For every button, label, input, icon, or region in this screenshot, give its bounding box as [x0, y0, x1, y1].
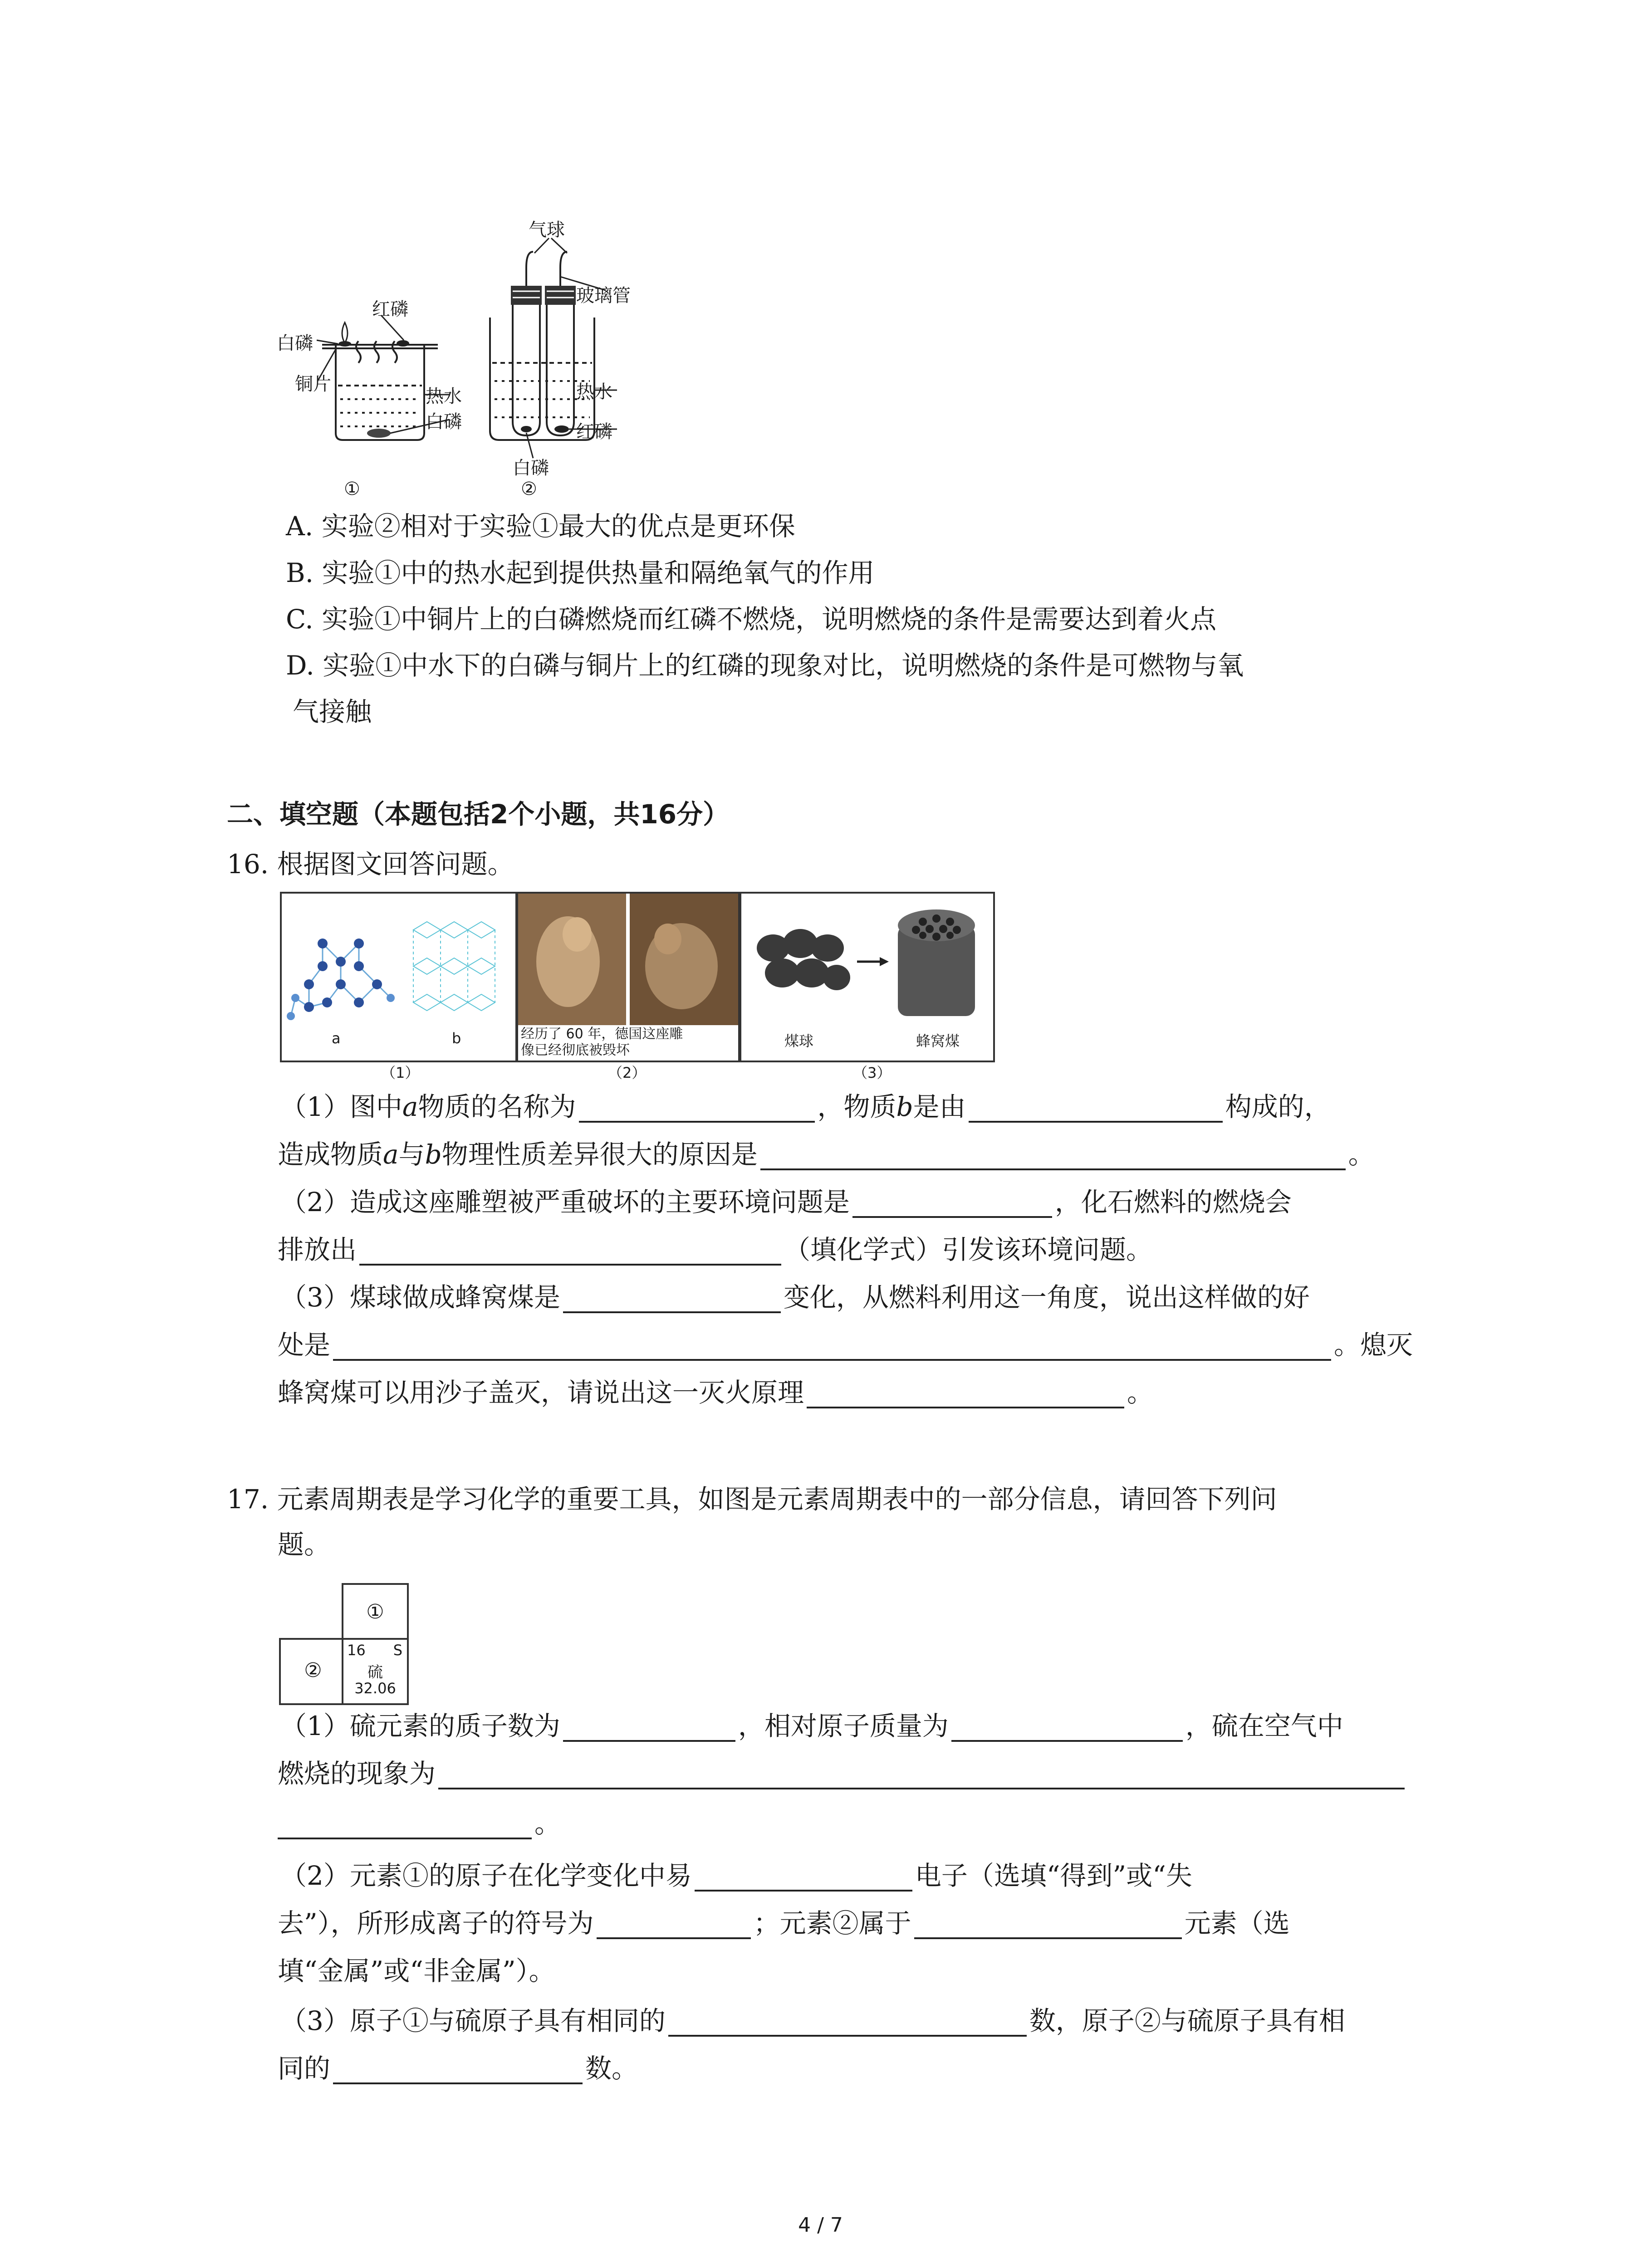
atomic-mass: 32.06 [354, 1680, 396, 1697]
blank-proton-number[interactable] [563, 1716, 735, 1742]
label-white-phosphorus-2: 白磷 [513, 458, 549, 479]
q16-p1-line1 [280, 1091, 1331, 1123]
element-cell-sulfur [342, 1638, 409, 1705]
label-white-phosphorus-water: 白磷 [426, 411, 462, 432]
label-red-phosphorus-2: 红磷 [576, 421, 612, 442]
q17-p2l2-text-c: 元素（选 [1184, 1908, 1290, 1939]
blank-env-problem[interactable] [852, 1193, 1052, 1218]
statue-caption-line2: 像已经彻底被毁坏 [521, 1042, 630, 1058]
element-symbol: S [393, 1642, 402, 1659]
option-a: A. 实验②相对于实验①最大的优点是更环保 [286, 511, 795, 542]
caption-2: （2） [608, 1064, 647, 1081]
blank-change-type[interactable] [563, 1288, 781, 1313]
option-b: B. 实验①中的热水起到提供热量和隔绝氧气的作用 [286, 557, 875, 588]
blank-property-reason[interactable] [760, 1145, 1346, 1170]
q17-p2-text-b: 电子（选填“得到”或“失 [915, 1860, 1192, 1891]
blank-extinguish-principle[interactable] [807, 1383, 1124, 1408]
q16-p2l2-text-a: 排放出 [278, 1234, 357, 1265]
statue-photos [518, 894, 738, 1025]
q16-p2-text-b: ，化石燃料的燃烧会 [1054, 1187, 1292, 1217]
label-honeycomb-coal: 蜂窝煤 [916, 1032, 960, 1050]
q16-p3l2-text-b: 。熄灭 [1334, 1330, 1413, 1360]
q17-p3l2-text-b: 数。 [585, 2053, 638, 2084]
q17-p1-line2 [278, 1758, 1407, 1789]
blank-combustion-phenomenon-cont[interactable] [278, 1814, 532, 1839]
q16-p3-line1 [280, 1281, 1310, 1313]
q17-p3-text-b: 数，原子②与硫原子具有相 [1029, 2005, 1345, 2036]
q16-p3-line3 [278, 1377, 1153, 1408]
figure-label-2: ② [521, 479, 537, 499]
label-hot-water: 热水 [426, 386, 462, 407]
q16-p1-text-e: 构成的， [1225, 1091, 1331, 1122]
q17-p3l2-text-a: 同的 [278, 2053, 331, 2084]
statue-caption-line1: 经历了 60 年，德国这座雕 [521, 1026, 683, 1042]
q16-p2-line1 [280, 1186, 1292, 1218]
cell-2-label: ② [304, 1659, 322, 1682]
q17-p1-text-b: ，相对原子质量为 [738, 1711, 949, 1741]
q16-p3l3-text-b: 。 [1127, 1377, 1154, 1408]
label-hot-water-2: 热水 [576, 381, 612, 402]
var-a: a [402, 1091, 418, 1122]
q17-p1-text-a: （1）硫元素的质子数为 [280, 1711, 560, 1741]
q17-p1-line1 [280, 1710, 1343, 1742]
q16-p1l2-text-a: 造成物质 [278, 1139, 383, 1170]
structure-figure [280, 892, 517, 1062]
q17-p2-text-a: （2）元素①的原子在化学变化中易 [280, 1860, 692, 1891]
q16-p3-text-b: 变化，从燃料利用这一角度，说出这样做的好 [783, 1282, 1310, 1313]
option-d: D. 实验①中水下的白磷与铜片上的红磷的现象对比，说明燃烧的条件是可燃物与氧 [286, 650, 1244, 681]
label-glass-tube: 玻璃管 [576, 285, 631, 306]
blank-a-name[interactable] [579, 1097, 815, 1123]
blank-element-type[interactable] [914, 1914, 1182, 1939]
q17-p3-line2 [278, 2053, 638, 2084]
var-b: b [896, 1091, 913, 1122]
section-heading: 二、填空题（本题包括2个小题，共16分） [227, 799, 730, 830]
q16-p1-text-d: 是由 [913, 1091, 966, 1122]
q17-p1-text-c: ，硫在空气中 [1185, 1711, 1343, 1741]
q16-p1-text-b: 物质的名称为 [418, 1091, 576, 1122]
q17-p2l2-text-a: 去”），所形成离子的符号为 [278, 1908, 594, 1939]
element-cell-1 [342, 1583, 409, 1643]
label-copper-plate: 铜片 [295, 374, 331, 395]
q17-p2-line3: 填“金属”或“非金属”）。 [278, 1955, 555, 1986]
q17-p1l2-text-a: 燃烧的现象为 [278, 1758, 436, 1789]
q17-p3-line1 [280, 2005, 1345, 2037]
blank-atomic-mass[interactable] [951, 1716, 1183, 1742]
q16-p1-line2 [278, 1139, 1375, 1170]
q17-stem-line2: 题。 [278, 1529, 331, 1560]
q17-stem-line1: 17. 元素周期表是学习化学的重要工具，如图是元素周期表中的一部分信息，请回答下列问 [227, 1484, 1277, 1515]
element-name: 硫 [367, 1663, 383, 1681]
blank-same-number-1[interactable] [668, 2011, 1027, 2037]
coal-photos [741, 894, 993, 1030]
q16-p2-line2 [278, 1234, 1152, 1266]
q17-p1-line3 [278, 1808, 561, 1839]
q16-p1l2-text-c: 物理性质差异很大的原因是 [441, 1139, 758, 1170]
q16-p2l2-text-b: （填化学式）引发该环境问题。 [784, 1234, 1153, 1265]
blank-b-composition[interactable] [969, 1097, 1223, 1123]
blank-combustion-phenomenon[interactable] [438, 1764, 1405, 1789]
q16-p3l3-text-a: 蜂窝煤可以用沙子盖灭，请说出这一灭火原理 [278, 1377, 804, 1408]
label-white-phosphorus: 白磷 [277, 333, 313, 354]
q16-p1-text-c: ，物质 [817, 1091, 896, 1122]
periodic-table-fragment [279, 1583, 411, 1706]
atomic-number: 16 [347, 1642, 366, 1659]
coal-figure [740, 892, 995, 1062]
figure-label-1: ① [344, 479, 360, 499]
q17-p2l2-text-b: ；元素②属于 [753, 1908, 911, 1939]
label-a: a [332, 1030, 341, 1047]
option-d-cont: 气接触 [293, 696, 372, 727]
q16-stem: 16. 根据图文回答问题。 [227, 849, 514, 880]
q16-p3-line2 [278, 1329, 1413, 1361]
q16-p3-text-a: （3）煤球做成蜂窝煤是 [280, 1282, 560, 1313]
label-b: b [452, 1030, 461, 1047]
label-coal-ball: 煤球 [784, 1032, 814, 1050]
experiment-diagram [268, 213, 667, 503]
q16-p1-text-a: （1）图中 [280, 1091, 402, 1122]
q17-p1l3-text-a: 。 [534, 1808, 561, 1839]
statue-figure [516, 892, 740, 1062]
q17-p3-text-a: （3）原子①与硫原子具有相同的 [280, 2005, 666, 2036]
blank-same-number-2[interactable] [333, 2059, 583, 2084]
cell-1-label: ① [366, 1600, 384, 1623]
caption-3: （3） [853, 1064, 892, 1081]
var-b-2: b [425, 1139, 442, 1170]
blank-gain-lose[interactable] [695, 1866, 912, 1892]
element-cell-2 [279, 1638, 347, 1705]
q16-p3l2-text-a: 处是 [278, 1330, 331, 1360]
q16-p1l2-text-d: 。 [1348, 1139, 1375, 1170]
label-red-phosphorus: 红磷 [372, 299, 408, 320]
structure-diagram [282, 894, 515, 1061]
blank-chemical-formula[interactable] [359, 1240, 781, 1266]
q16-p2-text-a: （2）造成这座雕塑被严重破坏的主要环境问题是 [280, 1187, 850, 1217]
caption-1: （1） [381, 1064, 420, 1081]
experiment-figure [268, 213, 667, 503]
var-a-2: a [383, 1139, 399, 1170]
page-number: 4 / 7 [798, 2214, 843, 2237]
blank-benefit[interactable] [333, 1335, 1331, 1361]
q16-p1l2-text-b: 与 [398, 1139, 425, 1170]
label-balloon: 气球 [529, 220, 565, 240]
q17-p2-line1 [280, 1860, 1192, 1892]
blank-ion-symbol[interactable] [597, 1914, 751, 1939]
q17-p2-line2 [278, 1907, 1290, 1939]
option-c: C. 实验①中铜片上的白磷燃烧而红磷不燃烧，说明燃烧的条件是需要达到着火点 [286, 604, 1217, 635]
